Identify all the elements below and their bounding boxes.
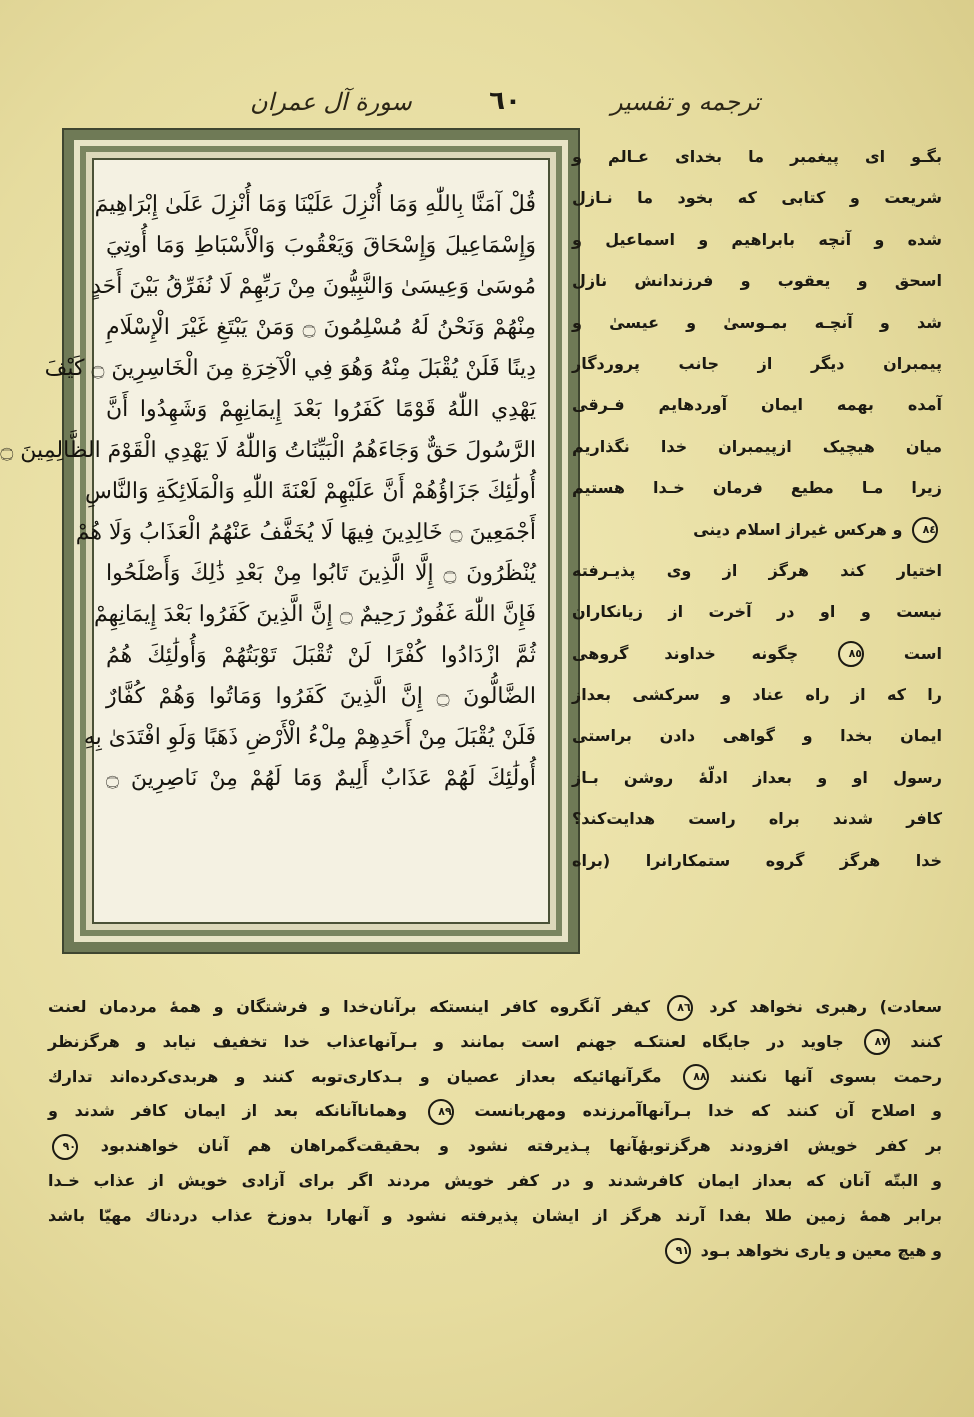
verse-number-badge: ٨٤ — [912, 517, 938, 543]
translation-line: برابر همهٔ زمین طلا بفدا آرند هرگز از ایشان پذیرفته نشود و آنهارا بدوزخ عذاب دردناك مهیّا باشد — [48, 1205, 942, 1225]
header-left-title: سورة آل عمران — [250, 88, 412, 116]
translation-line: کافر شدند براه راست هدایت‌کند؟ — [572, 809, 942, 829]
translation-line: و البتّه آنان که بعداز ایمان کافرشدند و در کفر خویش مردند اگر برای آزادی خویش از عذاب خـدا — [48, 1170, 942, 1190]
translation-line — [48, 990, 942, 1025]
arabic-text-block — [0, 158, 550, 924]
arabic-line: دِينًا فَلَنْ يُقْبَلَ مِنْهُ وَهُوَ فِي الْآخِرَةِ مِنَ الْخَاسِرِينَ ۝ كَيْفَ — [44, 356, 536, 381]
verse-number-badge: ٨٦ — [667, 995, 693, 1021]
verse-number-badge: ٨٥ — [838, 641, 864, 667]
translation-text: کنند — [910, 1031, 942, 1051]
verse-number-badge: ٨٨ — [683, 1064, 709, 1090]
arabic-line: الرَّسُولَ حَقٌّ وَجَاءَهُمُ الْبَيِّنَاتُ وَاللّٰهُ لَا يَهْدِي الْقَوْمَ الظَّالِمِينَ ۝ — [0, 438, 536, 463]
translation-text: کیفر آنگروه کافر اینستکه برآنان‌خدا و فرشتگان و همهٔ مردمان لعنت — [48, 997, 651, 1016]
arabic-line: مُوسَىٰ وَعِيسَىٰ وَالنَّبِيُّونَ مِنْ رَبِّهِمْ لَا نُفَرِّقُ بَيْنَ أَحَدٍ — [91, 274, 536, 299]
translation-side-column — [572, 136, 942, 881]
translation-text: و هرکس غیراز اسلام دینی — [693, 519, 903, 539]
translation-line — [48, 1234, 942, 1269]
translation-line — [572, 633, 942, 674]
verse-number-badge: ٨٧ — [864, 1029, 890, 1055]
translation-line: زیرا مـا مطیع فرمان خـدا هستیم — [572, 478, 942, 498]
translation-line — [572, 509, 942, 550]
translation-line: شده و آنچه بابراهیم و اسماعیل و — [572, 229, 942, 249]
header-right-title: ترجمه و تفسیر — [610, 88, 760, 116]
translation-line: شریعت و کتابی که بخود ما نـازل — [572, 188, 942, 208]
translation-text: و اصلاح آن کنند که خدا بـرآنهاآمرزنده ومهربانست — [474, 1101, 942, 1121]
arabic-line: أُولَٰئِكَ جَزَاؤُهُمْ أَنَّ عَلَيْهِمْ لَعْنَةَ اللّٰهِ وَالْمَلَائِكَةِ وَالنَّاسِ — [84, 479, 536, 504]
arabic-line: مِنْهُمْ وَنَحْنُ لَهُ مُسْلِمُونَ ۝ وَمَنْ يَبْتَغِ غَيْرَ الْإِسْلَامِ — [106, 315, 536, 340]
arabic-line: فَإِنَّ اللّٰهَ غَفُورٌ رَحِيمٌ ۝ إِنَّ الَّذِينَ كَفَرُوا بَعْدَ إِيمَانِهِمْ — [93, 602, 536, 627]
arabic-line: قُلْ آمَنَّا بِاللّٰهِ وَمَا أُنْزِلَ عَلَيْنَا وَمَا أُنْزِلَ عَلَىٰ إِبْرَاهِيمَ — [94, 192, 536, 217]
translation-text: رحمت بسوی آنها نکنند — [729, 1066, 943, 1086]
verse-number-badge: ٨٩ — [428, 1099, 454, 1125]
translation-text: چگونه خداوند گروهی — [572, 643, 799, 663]
arabic-line: يُنْظَرُونَ ۝ إِلَّا الَّذِينَ تَابُوا مِنْ بَعْدِ ذَٰلِكَ وَأَصْلَحُوا — [106, 561, 536, 586]
translation-line — [48, 1129, 942, 1164]
translation-line: رسول او و بعداز ادلّهٔ روشن بـاز — [572, 767, 942, 787]
translation-line: ایمان بخدا و گواهی دادن براستی — [572, 726, 942, 746]
translation-line: خدا هرگز گروه ستمکارانرا (براه — [572, 850, 942, 870]
translation-line: نیست و او در آخرت از زیانکاران — [572, 602, 942, 622]
page-number: ٦٠ — [489, 86, 521, 116]
page-header — [250, 86, 760, 126]
translation-line: بگـو ای پیغمبر ما بخدای عـالم و — [572, 147, 942, 166]
translation-text: است — [903, 643, 942, 663]
translation-line — [48, 1025, 942, 1060]
translation-line: پیمبران دیگر از جانب پروردگار — [572, 353, 942, 373]
translation-text: مگرآنهائیکه بعداز عصیان و بـدکاری‌توبه کنند و هربدی‌کرده‌اند تدارك — [48, 1066, 662, 1086]
translation-line: را که از راه عناد و سرکشی بعداز — [572, 685, 942, 705]
translation-text: وهماناآنانکه بعد از ایمان کافر شدند و — [48, 1101, 408, 1121]
translation-bottom-block — [48, 990, 942, 1268]
arabic-line: ثُمَّ ازْدَادُوا كُفْرًا لَنْ تُقْبَلَ تَوْبَتُهُمْ وَأُولَٰئِكَ هُمُ — [106, 643, 536, 668]
translation-text: و هیچ معین و یاری نخواهد بـود — [700, 1240, 942, 1260]
verse-number-badge: ٩١ — [665, 1238, 691, 1264]
quran-text-frame — [0, 130, 578, 952]
arabic-line: أَجْمَعِينَ ۝ خَالِدِينَ فِيهَا لَا يُخَفَّفُ عَنْهُمُ الْعَذَابُ وَلَا هُمْ — [75, 520, 536, 545]
translation-text: سعادت) رهبری نخواهد کرد — [709, 997, 943, 1016]
verse-number-badge: ٩٠ — [52, 1134, 78, 1160]
arabic-line: فَلَنْ يُقْبَلَ مِنْ أَحَدِهِمْ مِلْءُ الْأَرْضِ ذَهَبًا وَلَوِ افْتَدَىٰ بِهِ — [83, 725, 536, 750]
translation-text: جاوید در جایگاه لعنتکـه جهنم است بمانند و بـرآنهاعذاب خدا تخفیف نیابد و هرگزنظر — [48, 1031, 844, 1051]
translation-line — [48, 1060, 942, 1095]
translation-line: میان هیچیک ازپیمبران خدا نگذاریم — [572, 436, 942, 456]
translation-line — [48, 1094, 942, 1129]
translation-line: آمده بهمه ایمان آوردهایم فـرقی — [572, 395, 942, 415]
translation-text: بر کفر خویش افزودند هرگزتوبهٔآنها پـذیرفته نشود و بحقیقت‌گمراهان هم آنان خواهندبود — [100, 1136, 942, 1156]
arabic-line: وَإِسْمَاعِيلَ وَإِسْحَاقَ وَيَعْقُوبَ وَالْأَسْبَاطِ وَمَا أُوتِيَ — [106, 233, 536, 258]
translation-line: اختیار کند هرگز از وی پذیـرفته — [572, 560, 942, 580]
arabic-line: الضَّالُّونَ ۝ إِنَّ الَّذِينَ كَفَرُوا وَمَاتُوا وَهُمْ كُفَّارٌ — [106, 684, 536, 709]
arabic-line: أُولَٰئِكَ لَهُمْ عَذَابٌ أَلِيمٌ وَمَا لَهُمْ مِنْ نَاصِرِينَ ۝ — [106, 766, 536, 791]
arabic-line: يَهْدِي اللّٰهُ قَوْمًا كَفَرُوا بَعْدَ إِيمَانِهِمْ وَشَهِدُوا أَنَّ — [106, 397, 536, 422]
translation-line: شد و آنچـه بمـوسیٰ و عیسیٰ و — [572, 312, 942, 332]
translation-line: اسحق و یعقوب و فرزندانش نازل — [572, 271, 942, 291]
